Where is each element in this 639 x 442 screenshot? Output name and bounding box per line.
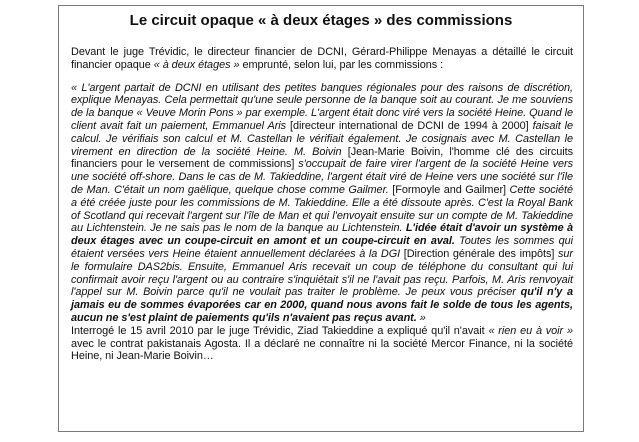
quote-segment-5: Toutes les sommes qui étaient versées vers Heine étaient annuellement déclarées à la DGI bbox=[71, 235, 573, 260]
quote-segment-2: faisait le calcul. Je vérifiais son calcul et M. Castellan le vérifiait également. Je cosignais avec M. Castellan le virement en direction de la société Heine. M. Boivin bbox=[71, 119, 573, 158]
quote-closing-mark: » bbox=[416, 311, 426, 324]
quote-highlight-two-tier: L'idée était d'avoir un système à deux étages avec un coupe-circuit en amont et un coupe-circuit en aval. bbox=[71, 222, 573, 248]
article-body bbox=[71, 46, 573, 373]
closing-quoted-phrase: « rien eu à voir » bbox=[488, 324, 573, 337]
quote-segment-6: sur le formulaire DAS2bis. Ensuite, Emmanuel Aris recevait un coup de téléphone du consultant qui lui confirmait avoir reçu l'argent ou au contraire s'inquiétait s'il ne l'avait pas reçu. Parfois, M. Aris renvoyait l'appel sur M. Boivin parce qu'il ne voulait pas traiter le problème. Je peux vous préciser bbox=[71, 247, 573, 299]
quote-highlight-no-loss: qu'il n'y a jamais eu de sommes évaporées car en 2000, quand nous avons fait le solde de tous les agents, aucun ne s'est plaint de paiements qu'ils n'avaient pas reçus avant. bbox=[71, 286, 573, 324]
testimony-quote bbox=[71, 82, 573, 325]
article-box bbox=[58, 5, 584, 432]
closing-text-start: Interrogé le 15 avril 2010 par le juge Trévidic, Ziad Takieddine a expliqué qu'il n'avait bbox=[71, 324, 489, 337]
intro-text-end: emprunté, selon lui, par les commissions : bbox=[239, 58, 444, 71]
quote-segment-3: s'occupait de faire virer l'argent de la société Heine vers une société off-shore. Dans le cas de M. Takieddine, l'argent était viré de Heine vers une société sur l'île de Man. C'était un nom gaëlique, quelque chose comme Gailmer. bbox=[71, 158, 574, 196]
closing-paragraph bbox=[71, 325, 573, 363]
quote-segment-1: « L'argent partait de DCNI en utilisant des petites banques régionales pour des raisons de discrétion, explique Menayas. Cela permettait qu'une seule personne de la banque soit au courant. Je me souviens de la banque « Veuve Morin Pons » par exemple. L'argent était donc viré vers la société Heine. Quand le client avait fait un paiement, Emmanuel Aris bbox=[71, 81, 573, 132]
editor-note-aris: [directeur international de DCNI de 1994 à 2000] bbox=[289, 119, 529, 132]
intro-text-start: Devant le juge Trévidic, le directeur financier de DCNI, Gérard-Philippe Menayas a détaillé le circuit financier opaque bbox=[71, 46, 573, 71]
quote-segment-4: Cette société a été créée juste pour les commissions de M. Takieddine. Elle a été dissoute après. C'est la Royal Bank of Scotland qui recevait l'argent sur l'île de Man et qui l'envoyait ensuite sur un compte de M. Takieddine au Lichtenstein. Je ne sais pas le nom de la banque au Lichtenstein. bbox=[71, 183, 573, 235]
intro-quoted-phrase: « à deux étages » bbox=[153, 58, 240, 71]
article-title: Le circuit opaque « à deux étages » des commissions bbox=[129, 12, 513, 29]
closing-text-end: avec le contrat pakistanais Agosta. Il a déclaré ne connaître ni la société Mercor Finance, ni la société Heine, ni Jean-Marie Boivin… bbox=[71, 337, 573, 363]
editor-note-boivin: [Jean-Marie Boivin, l'homme clé des circuits financiers pour le versement de commissions] bbox=[71, 145, 573, 171]
editor-note-gailmer: [Formoyle and Gailmer] bbox=[392, 183, 507, 196]
editor-note-dgi: [Direction générale des impôts] bbox=[403, 247, 555, 260]
intro-paragraph bbox=[71, 46, 573, 72]
